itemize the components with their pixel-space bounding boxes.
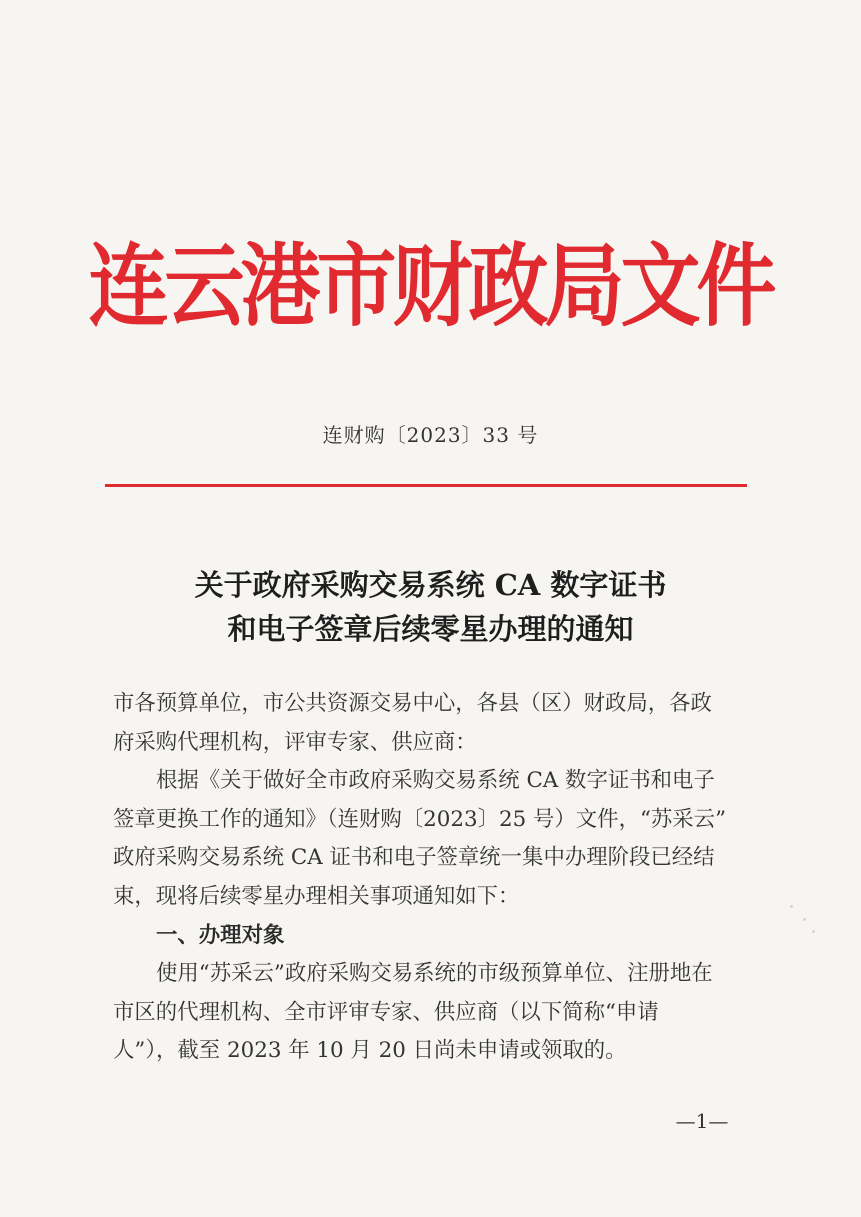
- body-line: 府采购代理机构，评审专家、供应商：: [113, 729, 477, 755]
- page-number: —1—: [675, 1109, 729, 1133]
- section-heading: 一、办理对象: [156, 922, 285, 948]
- notice-body: [113, 685, 773, 1071]
- document-number: 连财购〔2023〕33 号: [322, 423, 539, 447]
- red-divider-rule: [105, 484, 747, 487]
- body-line: 根据《关于做好全市政府采购交易系统 CA 数字证书和电子: [156, 768, 715, 794]
- body-line: 使用“苏采云”政府采购交易系统的市级预算单位、注册地在: [156, 961, 713, 987]
- scan-speck: [790, 905, 793, 908]
- body-line: 政府采购交易系统 CA 证书和电子签章统一集中办理阶段已经结: [113, 845, 715, 871]
- scan-speck: [803, 918, 806, 921]
- body-line: 市各预算单位，市公共资源交易中心，各县（区）财政局，各政: [113, 691, 712, 716]
- notice-title-line-2: 和电子签章后续零星办理的通知: [227, 612, 634, 646]
- scan-speck: [812, 930, 815, 933]
- body-line: 束，现将后续零星办理相关事项通知如下：: [113, 883, 520, 909]
- masthead-title: 连云港市财政局文件: [88, 233, 773, 339]
- body-line: 市区的代理机构、全市评审专家、供应商（以下简称“申请: [113, 999, 659, 1025]
- body-line: 人”），截至 2023 年 10 月 20 日尚未申请或领取的。: [113, 1038, 627, 1064]
- notice-title-line-1: 关于政府采购交易系统 CA 数字证书: [194, 568, 667, 602]
- body-line: 签章更换工作的通知》（连财购〔2023〕25 号）文件，“苏采云”: [113, 806, 727, 832]
- notice-title: [0, 563, 861, 651]
